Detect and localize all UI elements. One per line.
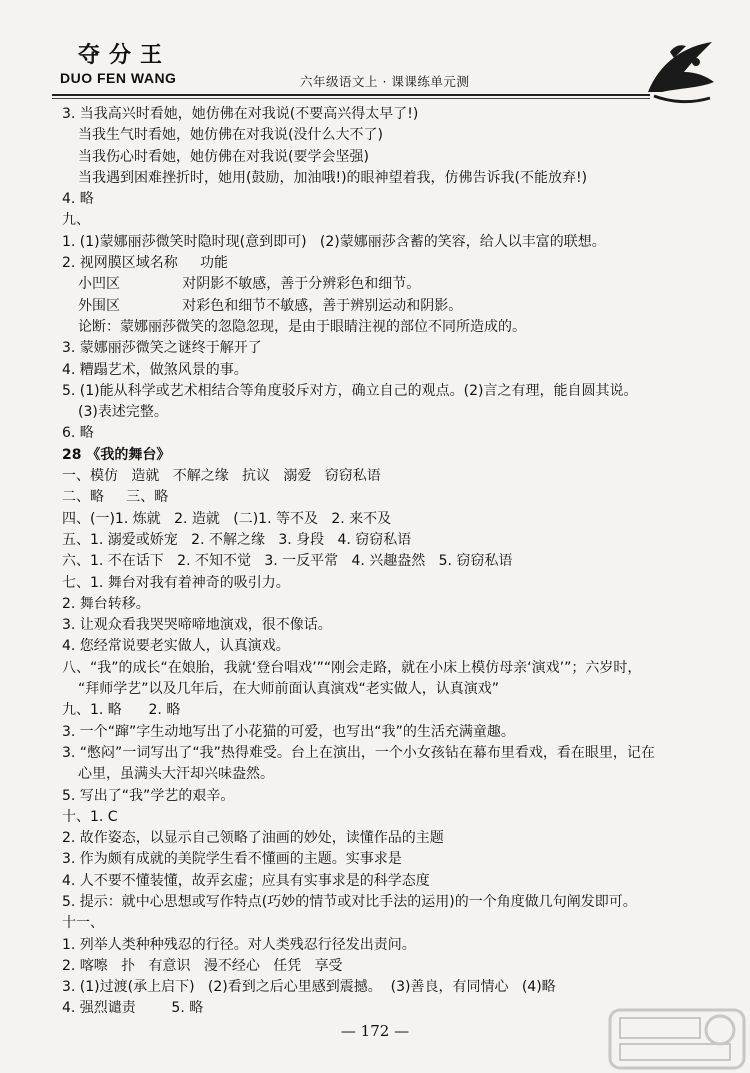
- brand-name-en: DUO FEN WANG: [60, 70, 177, 86]
- text-line: 4. 强烈谴责 5. 略: [62, 1000, 204, 1017]
- brand-name-cn: 夺分王: [78, 42, 172, 68]
- text-line: 一、模仿 造就 不解之缘 抗议 溺爱 窃窃私语: [62, 468, 381, 485]
- watermark-stamp-icon: [608, 1008, 746, 1070]
- text-line: 十一、: [62, 915, 104, 932]
- text-line: “拜师学艺”以及几年后，在大师前面认真演戏“老实做人，认真演戏”: [78, 681, 500, 698]
- text-line: 1. (1)蒙娜丽莎微笑时隐时现(意到即可) (2)蒙娜丽莎含蓄的笑容，给人以丰富的联想。: [62, 233, 606, 250]
- text-line: 1. 列举人类种种残忍的行径。对人类残忍行径发出责问。: [62, 936, 416, 953]
- text-line: 4. 您经常说要老实做人，认真演戏。: [62, 638, 290, 655]
- book-title: 六年级语文上 · 课课练单元测: [300, 74, 470, 89]
- text-line: (3)表述完整。: [78, 404, 168, 421]
- text-line: 九、: [62, 212, 90, 229]
- text-line: 5. (1)能从科学或艺术相结合等角度驳斥对方，确立自己的观点。(2)言之有理，能自圆其说。: [62, 382, 638, 399]
- text-line: 5. 提示：就中心思想或写作特点(巧妙的情节或对比手法的运用)的一个角度做几句阐发即可。: [62, 893, 637, 910]
- text-line: 八、“我”的成长“在娘胎，我就‘登台唱戏’”“刚会走路，就在小床上模仿母亲‘演戏’”；六岁时，: [62, 659, 642, 676]
- text-line: 2. 喀嚓 扑 有意识 漫不经心 任凭 享受: [62, 957, 343, 974]
- text-line: 3. 作为颇有成就的美院学生看不懂画的主题。实事求是: [62, 851, 402, 868]
- header-divider: [52, 94, 650, 96]
- text-line: 28 《我的舞台》: [62, 446, 171, 463]
- text-line: 2. 舞台转移。: [62, 595, 150, 612]
- text-line: 当我伤心时看她，她仿佛在对我说(要学会坚强): [78, 148, 369, 165]
- text-line: 4. 人不要不懂装懂，故弄玄虚；应具有实事求是的科学态度: [62, 872, 430, 889]
- text-line: 3. 让观众看我哭哭啼啼地演戏，很不像话。: [62, 617, 332, 634]
- text-line: 四、(一)1. 炼就 2. 造就 (二)1. 等不及 2. 来不及: [62, 510, 392, 527]
- text-line: 6. 略: [62, 425, 94, 442]
- text-line: 七、1. 舞台对我有着神奇的吸引力。: [62, 574, 290, 591]
- text-line: 小凹区 对阴影不敏感，善于分辨彩色和细节。: [78, 276, 421, 293]
- text-line: 二、略 三、略: [62, 489, 169, 506]
- text-line: 论断：蒙娜丽莎微笑的忽隐忽现，是由于眼睛注视的部位不同所造成的。: [78, 318, 526, 335]
- text-line: 九、1. 略 2. 略: [62, 702, 181, 719]
- text-line: 外围区 对彩色和细节不敏感，善于辨别运动和阴影。: [78, 297, 463, 314]
- page-number: — 172 —: [340, 1022, 410, 1040]
- brush-logo-icon: [640, 32, 720, 108]
- header-divider-thin: [52, 98, 650, 99]
- text-line: 2. 视网膜区域名称 功能: [62, 255, 229, 272]
- text-line: 4. 略: [62, 191, 94, 208]
- text-line: 当我遇到困难挫折时，她用(鼓励，加油哦!)的眼神望着我，仿佛告诉我(不能放弃!): [78, 169, 588, 186]
- text-line: 3. (1)过渡(承上启下) (2)看到之后心里感到震撼。 (3)善良，有同情心 (4)略: [62, 979, 556, 996]
- text-line: 当我生气时看她，她仿佛在对我说(没什么大不了): [78, 127, 383, 144]
- text-line: 4. 糟蹋艺术，做煞风景的事。: [62, 361, 248, 378]
- text-line: 2. 故作姿态，以显示自己领略了油画的妙处，读懂作品的主题: [62, 830, 444, 847]
- text-line: 3. 蒙娜丽莎微笑之谜终于解开了: [62, 340, 262, 357]
- text-line: 3. “憋闷”一词写出了“我”热得难受。台上在演出，一个小女孩钻在幕布里看戏，看在眼里，记在: [62, 744, 655, 761]
- answer-content: [62, 104, 722, 1020]
- text-line: 五、1. 溺爱或娇宠 2. 不解之缘 3. 身段 4. 窃窃私语: [62, 531, 412, 548]
- text-line: 十、1. C: [62, 808, 118, 825]
- text-line: 心里，虽满头大汗却兴味盎然。: [78, 766, 274, 783]
- text-line: 3. 一个“蹿”字生动地写出了小花猫的可爱，也写出“我”的生活充满童趣。: [62, 723, 515, 740]
- text-line: 六、1. 不在话下 2. 不知不觉 3. 一反平常 4. 兴趣盎然 5. 窃窃私语: [62, 553, 513, 570]
- text-line: 3. 当我高兴时看她，她仿佛在对我说(不要高兴得太早了!): [62, 106, 419, 122]
- page-header: [0, 0, 750, 104]
- text-line: 5. 写出了“我”学艺的艰辛。: [62, 787, 235, 804]
